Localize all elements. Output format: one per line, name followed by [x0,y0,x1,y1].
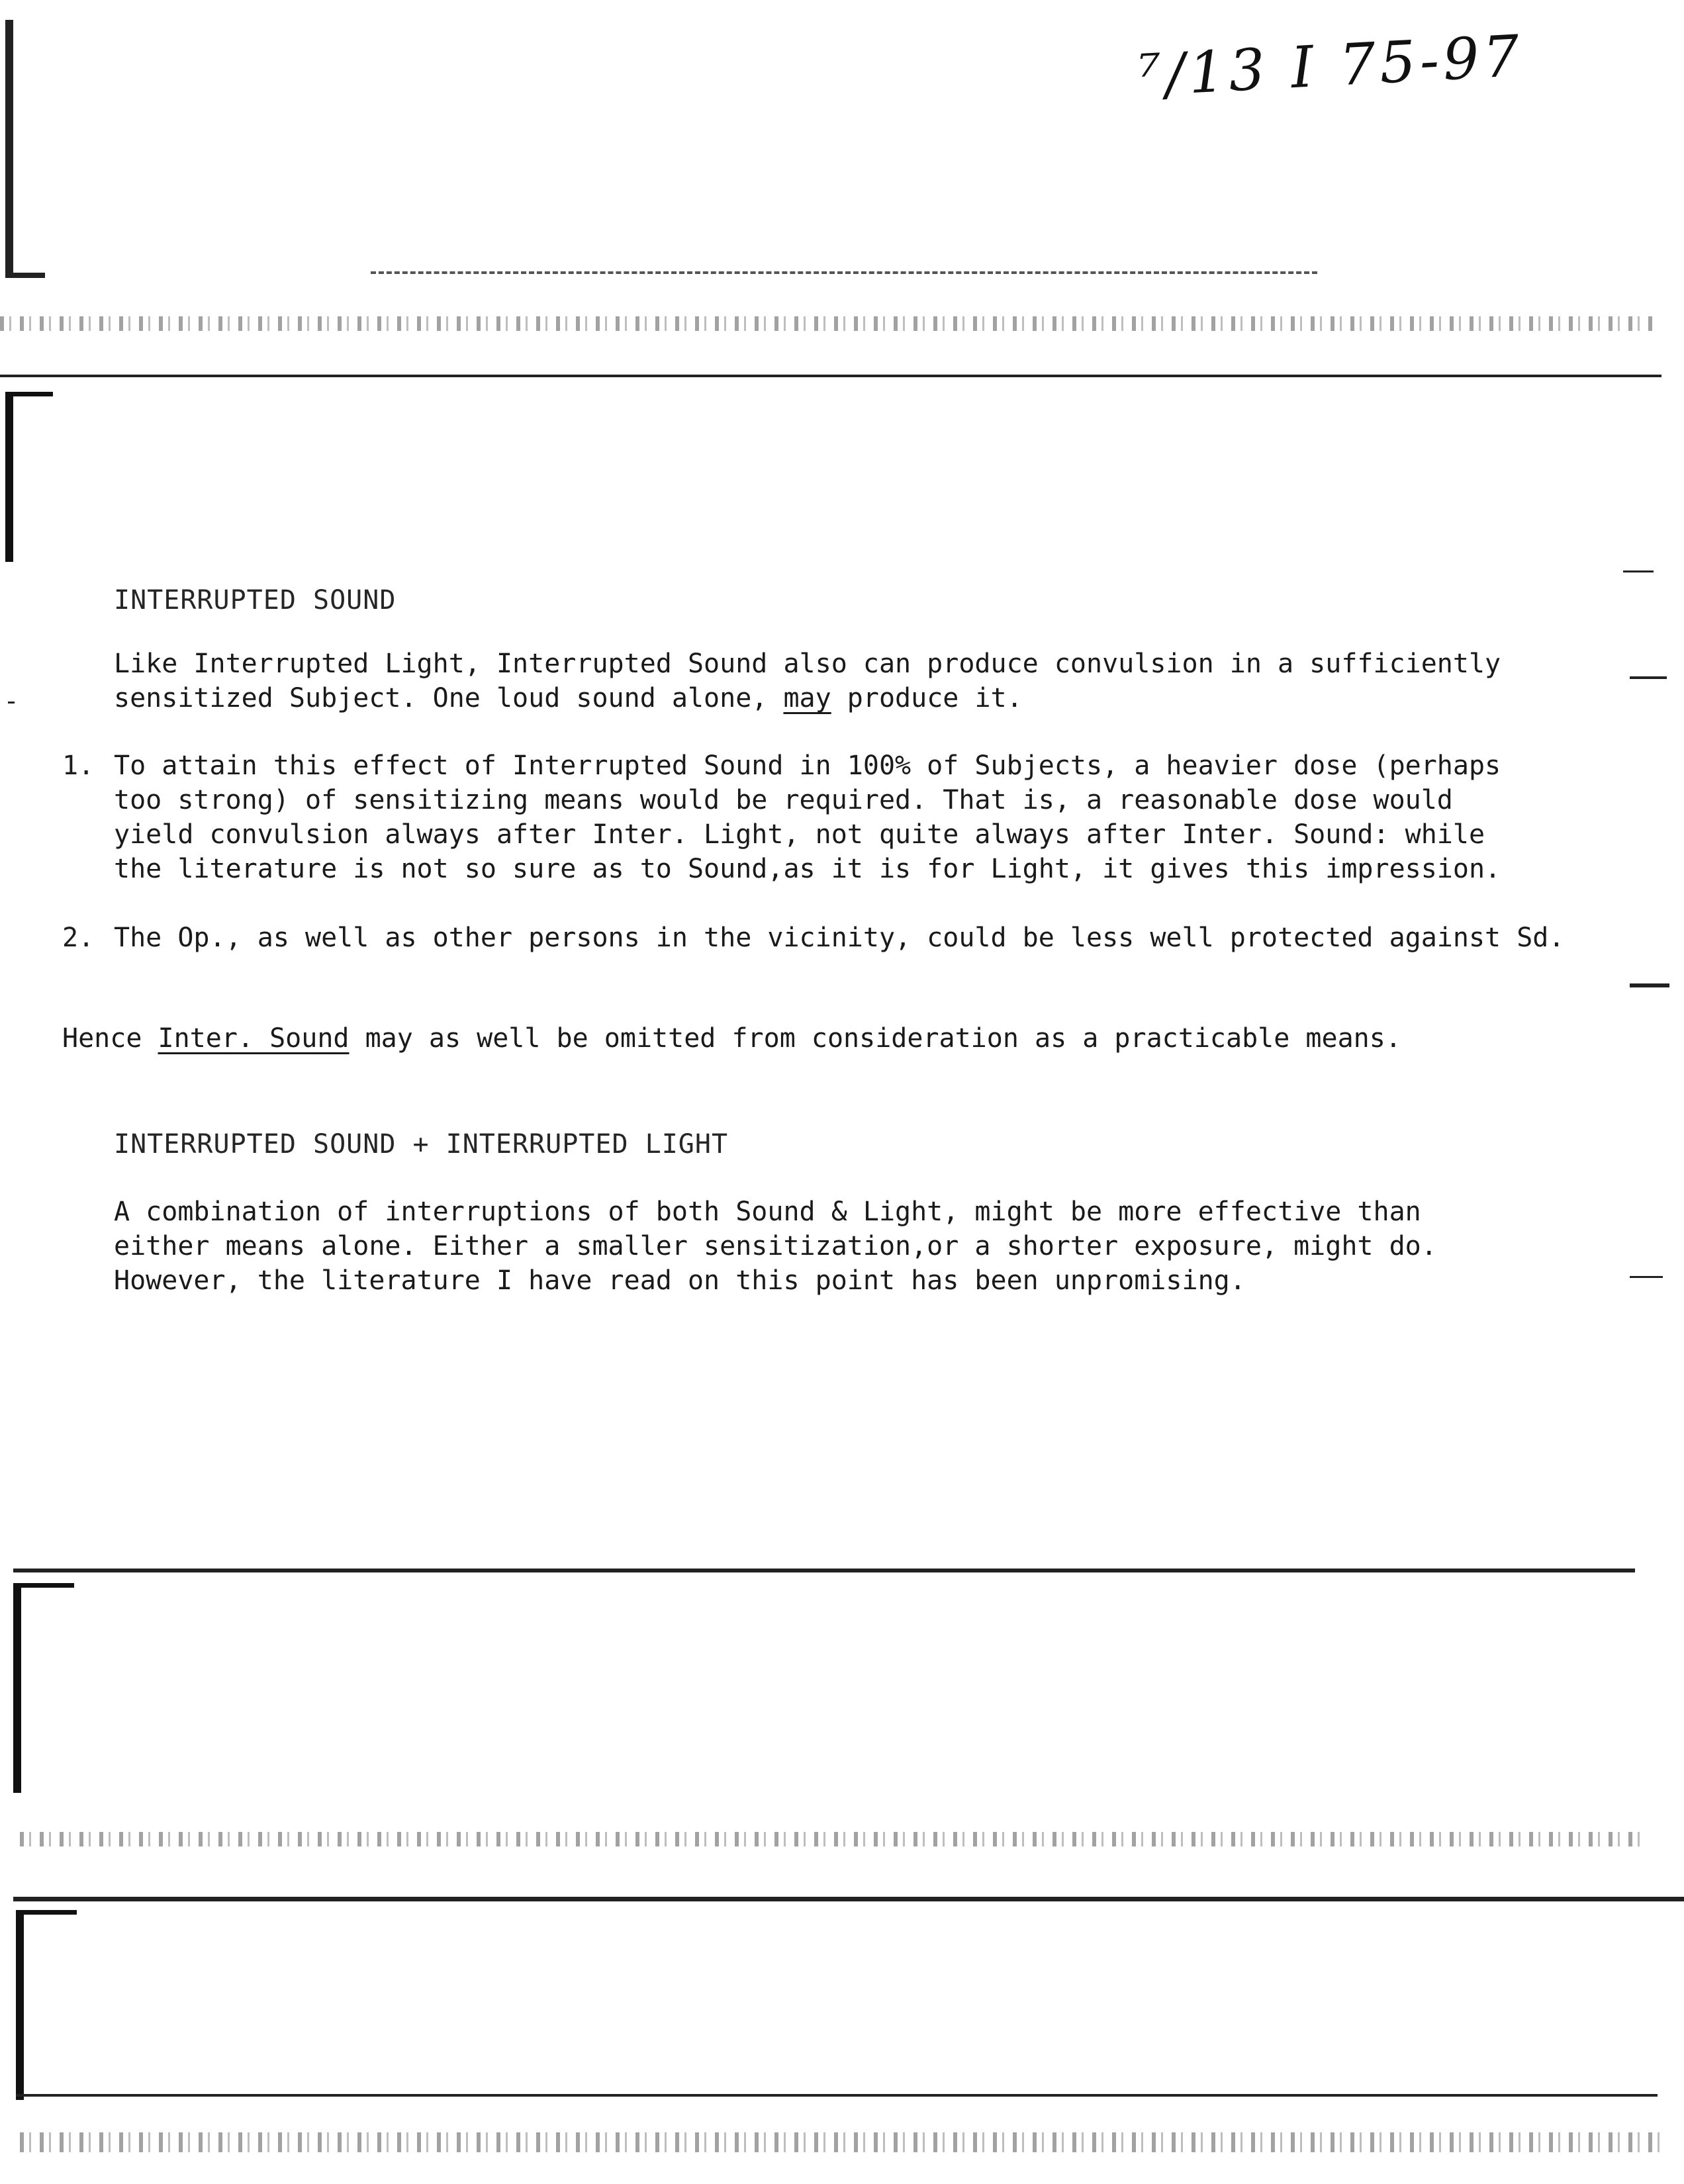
conclusion-after: may as well be omitted from consideration as a practicable means. [349,1023,1401,1054]
item-1-line-3: yield convulsion always after Inter. Light, not quite always after Inter. Sound: while [114,819,1485,850]
right-margin-mark-2 [1630,676,1667,679]
conclusion-underlined: Inter. Sound [158,1023,350,1054]
section2-line-1: A combination of interruptions of both Sound & Light, might be more effective than [114,1197,1421,1227]
intro-line-2-end: produce it. [831,683,1023,713]
item-1-line-2: too strong) of sensitizing means would be required. That is, a reasonable dose would [114,785,1453,815]
conclusion-line [62,1023,1401,1054]
intro-line-2-text: sensitized Subject. One loud sound alone, [114,683,784,713]
right-margin-mark-1 [1623,570,1654,572]
top-dashed-rule [371,271,1317,274]
section2-line-3: However, the literature I have read on this point has been unpromising. [114,1265,1246,1296]
frame-bracket-upper [5,392,53,562]
right-margin-mark-3 [1630,983,1669,987]
intro-underlined-word: may [783,683,831,713]
heading-sound-plus-light: INTERRUPTED SOUND + INTERRUPTED LIGHT [114,1129,729,1160]
handwritten-document-number: ⁷/13 I 75-97 [1137,23,1525,110]
right-margin-mark-4 [1630,1276,1663,1278]
item-2-number: 2. [62,923,95,953]
frame-bracket-lower [16,1910,77,2100]
heading-interrupted-sound: INTERRUPTED SOUND [114,585,397,615]
top-photocopy-noise [0,316,1655,331]
top-frame-rule [0,375,1661,377]
bottom-photocopy-noise [20,2132,1661,2152]
left-margin-dot [8,702,15,704]
middle-photocopy-noise [20,1832,1648,1846]
item-2-line: The Op., as well as other persons in the vicinity, could be less well protected against Sd. [114,923,1565,953]
item-1-number: 1. [62,751,95,781]
middle-frame-rule [13,1569,1635,1572]
bottom-frame-rule [16,2094,1658,2097]
intro-line-1: Like Interrupted Light, Interrupted Sound also can produce convulsion in a sufficiently [114,649,1501,679]
item-1-line-1: To attain this effect of Interrupted Sound in 100% of Subjects, a heavier dose (perhaps [114,751,1501,781]
intro-line-2 [114,683,1023,713]
left-edge-stub-top [5,273,45,278]
lower-frame-rule [13,1897,1684,1901]
conclusion-before: Hence [62,1023,158,1054]
section2-line-2: either means alone. Either a smaller sensitization,or a shorter exposure, might do. [114,1231,1437,1261]
item-1-line-4: the literature is not so sure as to Sound,as it is for Light, it gives this impression. [114,854,1501,884]
left-edge-mark-top [5,20,13,278]
frame-bracket-middle [13,1583,74,1793]
